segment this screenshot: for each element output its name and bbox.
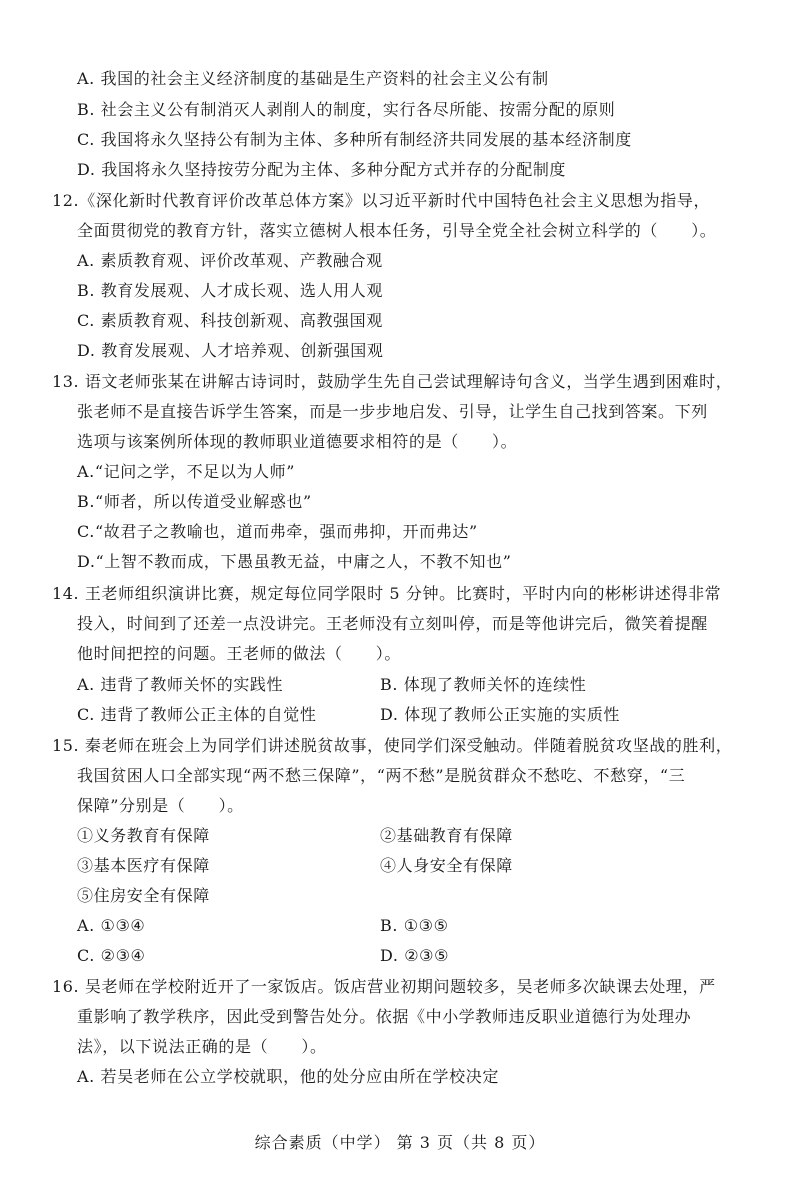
q13-stem-line2: 张老师不是直接告诉学生答案，而是一步步地启发、引导，让学生自己找到答案。下列 (77, 402, 708, 421)
q15-item-5: ⑤住房安全有保障 (77, 886, 210, 905)
q14-option-b: B. 体现了教师关怀的连续性 (380, 675, 587, 694)
q13-option-a: A.“记问之学，不足以为人师” (77, 462, 296, 481)
q13-stem-line3: 选项与该案例所体现的教师职业道德要求相符的是（ ）。 (77, 432, 518, 451)
q14-stem-line1: 14. 王老师组织演讲比赛，规定每位同学限时 5 分钟。比赛时，平时内向的彬彬讲述得非常 (52, 584, 722, 603)
page-footer: 综合素质（中学） 第 3 页（共 8 页） (254, 1133, 546, 1152)
q15-item-4: ④人身安全有保障 (380, 856, 513, 875)
q14-option-a: A. 违背了教师关怀的实践性 (77, 675, 284, 694)
q15-option-c: C. ②③④ (77, 946, 146, 965)
q11-option-b: B. 社会主义公有制消灭人剥削人的制度，实行各尽所能、按需分配的原则 (77, 100, 616, 119)
q15-option-b: B. ①③⑤ (380, 916, 449, 935)
q13-option-c: C.“故君子之教喻也，道而弗牵，强而弗抑，开而弗达” (77, 522, 478, 541)
q16-stem-line3: 法》，以下说法正确的是（ ）。 (77, 1037, 327, 1056)
q12-option-b: B. 教育发展观、人才成长观、选人用人观 (77, 281, 383, 300)
q14-option-d: D. 体现了教师公正实施的实质性 (380, 705, 621, 724)
q14-stem-line3: 他时间把控的问题。王老师的做法（ ）。 (77, 644, 402, 663)
q13-stem-line1: 13. 语文老师张某在讲解古诗词时，鼓励学生先自己尝试理解诗句含义，当学生遇到困难时， (52, 372, 733, 391)
q13-option-b: B.“师者，所以传道受业解惑也” (77, 492, 312, 511)
q12-option-a: A. 素质教育观、评价改革观、产教融合观 (77, 251, 383, 270)
q15-item-1: ①义务教育有保障 (77, 826, 210, 845)
q14-stem-line2: 投入，时间到了还差一点没讲完。王老师没有立刻叫停，而是等他讲完后，微笑着提醒 (77, 614, 708, 633)
q11-option-d: D. 我国将永久坚持按劳分配为主体、多种分配方式并存的分配制度 (77, 160, 567, 179)
q15-option-d: D. ②③⑤ (380, 946, 450, 965)
q16-option-a: A. 若吴老师在公立学校就职，他的处分应由所在学校决定 (77, 1067, 499, 1086)
q12-option-d: D. 教育发展观、人才培养观、创新强国观 (77, 341, 384, 360)
q15-item-2: ②基础教育有保障 (380, 826, 513, 845)
q15-stem-line1: 15. 秦老师在班会上为同学们讲述脱贫故事，使同学们深受触动。伴随着脱贫攻坚战的胜利， (52, 736, 733, 755)
q15-stem-line3: 保障”分别是（ ）。 (77, 796, 244, 815)
q12-stem-line2: 全面贯彻党的教育方针，落实立德树人根本任务，引导全党全社会树立科学的（ ）。 (77, 221, 717, 240)
q12-option-c: C. 素质教育观、科技创新观、高教强国观 (77, 311, 383, 330)
q11-option-a: A. 我国的社会主义经济制度的基础是生产资料的社会主义公有制 (77, 69, 549, 88)
q16-stem-line1: 16. 吴老师在学校附近开了一家饭店。饭店营业初期问题较多，吴老师多次缺课去处理，严 (52, 977, 716, 996)
q15-stem-line2: 我国贫困人口全部实现“两不愁三保障”，“两不愁”是脱贫群众不愁吃、不愁穿，“三 (77, 766, 686, 785)
q14-option-c: C. 违背了教师公正主体的自觉性 (77, 705, 317, 724)
q13-option-d: D.“上智不教而成，下愚虽教无益，中庸之人，不教不知也” (77, 552, 512, 571)
q11-option-c: C. 我国将永久坚持公有制为主体、多种所有制经济共同发展的基本经济制度 (77, 130, 632, 149)
q15-option-a: A. ①③④ (77, 916, 146, 935)
q16-stem-line2: 重影响了教学秩序，因此受到警告处分。依据《中小学教师违反职业道德行为处理办 (77, 1007, 692, 1026)
q12-stem-line1: 12.《深化新时代教育评价改革总体方案》以习近平新时代中国特色社会主义思想为指导， (52, 191, 711, 210)
q15-item-3: ③基本医疗有保障 (77, 856, 210, 875)
